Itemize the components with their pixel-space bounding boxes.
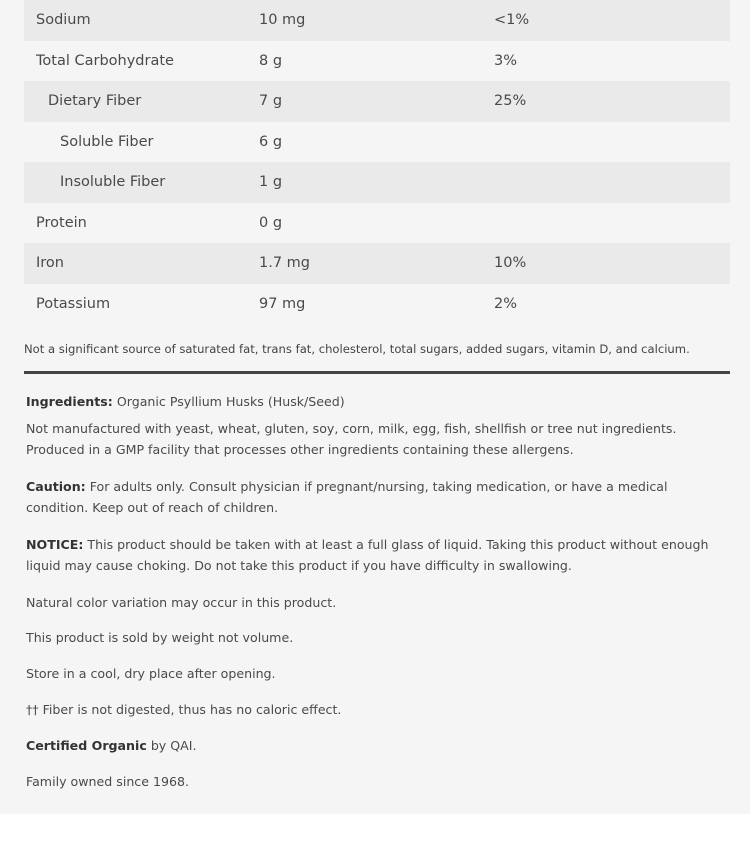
nutrient-name: Insoluble Fiber <box>60 174 166 191</box>
caution-label: Caution: <box>26 479 86 494</box>
table-row <box>24 122 730 163</box>
table-row <box>24 203 730 244</box>
nutrient-daily-value: 10% <box>494 255 527 272</box>
table-row <box>24 162 730 203</box>
nutrient-name: Dietary Fiber <box>48 93 142 110</box>
table-row <box>24 81 730 122</box>
nutrient-daily-value: <1% <box>494 12 530 29</box>
storage-note: Store in a cool, dry place after opening. <box>26 666 276 681</box>
family-owned-note: Family owned since 1968. <box>26 774 190 789</box>
caution-statement <box>26 476 730 518</box>
nutrient-amount: 8 g <box>259 52 283 69</box>
ingredients-line <box>26 391 730 412</box>
notice-statement <box>26 534 730 576</box>
weight-note: This product is sold by weight not volume. <box>26 630 294 645</box>
nutrient-amount: 0 g <box>259 214 283 231</box>
nutrition-table <box>24 0 730 324</box>
nutrient-amount: 6 g <box>259 133 283 150</box>
nutrition-footnote: Not a significant source of saturated fat, trans fat, cholesterol, total sugars, added sugars, vitamin D, and calcium. <box>24 342 690 356</box>
table-row <box>24 284 730 325</box>
nutrient-name: Potassium <box>36 295 111 312</box>
nutrient-amount: 97 mg <box>259 295 306 312</box>
nutrient-daily-value: 25% <box>494 93 527 110</box>
nutrient-amount: 1 g <box>259 174 283 191</box>
nutrient-name: Soluble Fiber <box>60 133 154 150</box>
notice-text: This product should be taken with at least a full glass of liquid. Taking this product without enough liquid may cause choking. Do not take this product if you have difficulty in swallowing. <box>26 537 709 573</box>
table-row <box>24 243 730 284</box>
ingredients-label: Ingredients: <box>26 394 113 409</box>
allergen-statement: Not manufactured with yeast, wheat, gluten, soy, corn, milk, egg, fish, shellfish or tree nut ingredients. Produced in a GMP facility that processes other ingredients containing these allergens. <box>26 421 677 457</box>
nutrient-amount: 1.7 mg <box>259 255 310 272</box>
color-variation-note: Natural color variation may occur in this product. <box>26 595 337 610</box>
notice-label: NOTICE: <box>26 537 84 552</box>
nutrient-name: Protein <box>36 214 87 231</box>
nutrient-amount: 7 g <box>259 93 283 110</box>
nutrient-name: Sodium <box>36 12 91 29</box>
nutrient-name: Iron <box>36 255 64 272</box>
nutrient-name: Total Carbohydrate <box>36 52 174 69</box>
certified-text: by QAI. <box>150 738 197 753</box>
fiber-note: †† Fiber is not digested, thus has no caloric effect. <box>26 702 342 717</box>
certified-organic-note <box>26 735 730 756</box>
nutrient-daily-value: 3% <box>494 52 518 69</box>
table-row <box>24 41 730 82</box>
ingredients-text: Organic Psyllium Husks (Husk/Seed) <box>116 394 345 409</box>
section-divider <box>24 371 730 374</box>
table-row <box>24 0 730 41</box>
nutrient-daily-value: 2% <box>494 295 518 312</box>
caution-text: For adults only. Consult physician if pregnant/nursing, taking medication, or have a medical condition. Keep out of reach of children. <box>26 479 668 515</box>
nutrient-amount: 10 mg <box>259 12 306 29</box>
certified-label: Certified Organic <box>26 738 147 753</box>
